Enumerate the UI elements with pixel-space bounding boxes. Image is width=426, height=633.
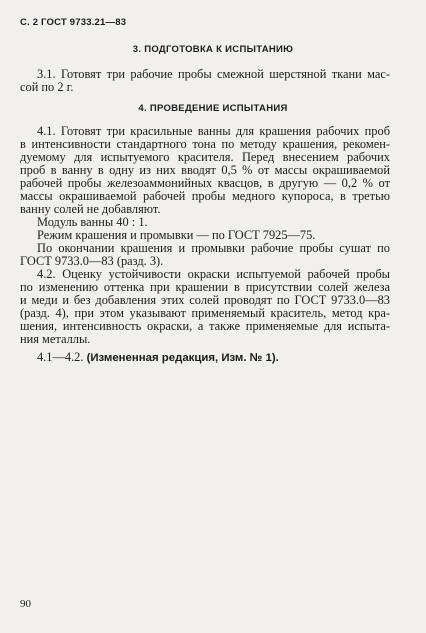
- page-number: 90: [20, 598, 31, 610]
- paragraph-line: сой по 2 г.: [20, 80, 74, 94]
- section-4-heading: 4. ПРОВЕДЕНИЕ ИСПЫТАНИЯ: [138, 103, 288, 114]
- paragraph-line: Режим крашения и промывки — по ГОСТ 7925—75.: [37, 228, 316, 242]
- paragraph-line: Модуль ванны 40 : 1.: [37, 215, 148, 229]
- paragraph-line: дуемому для испытуемого красителя. Перед внесением рабочих: [20, 150, 390, 164]
- amendment-note-bold: (Измененная редакция, Изм. № 1).: [86, 352, 279, 364]
- paragraph-line: ГОСТ 9733.0—83 (разд. 3).: [20, 254, 164, 268]
- paragraph-line: шения, интенсивность окраски, а также применяемые для испыта-: [20, 319, 390, 333]
- paragraph-line: ванну солей не добавляют.: [20, 202, 161, 216]
- paragraph-line: рабочей пробы железоаммонийных квасцов, в другую — 0,2 % от: [20, 176, 390, 190]
- section-3-heading: 3. ПОДГОТОВКА К ИСПЫТАНИЮ: [132, 44, 294, 55]
- paragraph-line: (разд. 4), при этом указывают применяемый краситель, метод кра-: [20, 306, 390, 320]
- paragraph-line: по изменению оттенка при крашении в присутствии солей железа: [20, 280, 390, 294]
- paragraph-line: 3.1. Готовят три рабочие пробы смежной шерстяной ткани мас-: [37, 67, 390, 81]
- running-head: С. 2 ГОСТ 9733.21—83: [20, 17, 127, 28]
- paragraph-line: проб в ванну в одну из них вводят 0,5 % от массы окрашиваемой: [20, 163, 390, 177]
- paragraph-line: массы окрашиваемой рабочей пробы медного купороса, в третью: [20, 189, 390, 203]
- paragraph-line: в интенсивности стандартного тона по методу крашения, рекомен-: [20, 137, 390, 151]
- amendment-note: [37, 351, 279, 365]
- paragraph-line: По окончании крашения и промывки рабочие пробы сушат по: [37, 241, 390, 255]
- paragraph-line: 4.2. Оценку устойчивости окраски испытуемой рабочей пробы: [37, 267, 390, 281]
- paragraph-line: ния металлы.: [20, 332, 91, 346]
- paragraph-line: и меди и без добавления этих солей проводят по ГОСТ 9733.0—83: [20, 293, 390, 307]
- amendment-note-prefix: 4.1—4.2.: [37, 350, 87, 364]
- paragraph-line: 4.1. Готовят три красильные ванны для крашения рабочих проб: [37, 124, 390, 138]
